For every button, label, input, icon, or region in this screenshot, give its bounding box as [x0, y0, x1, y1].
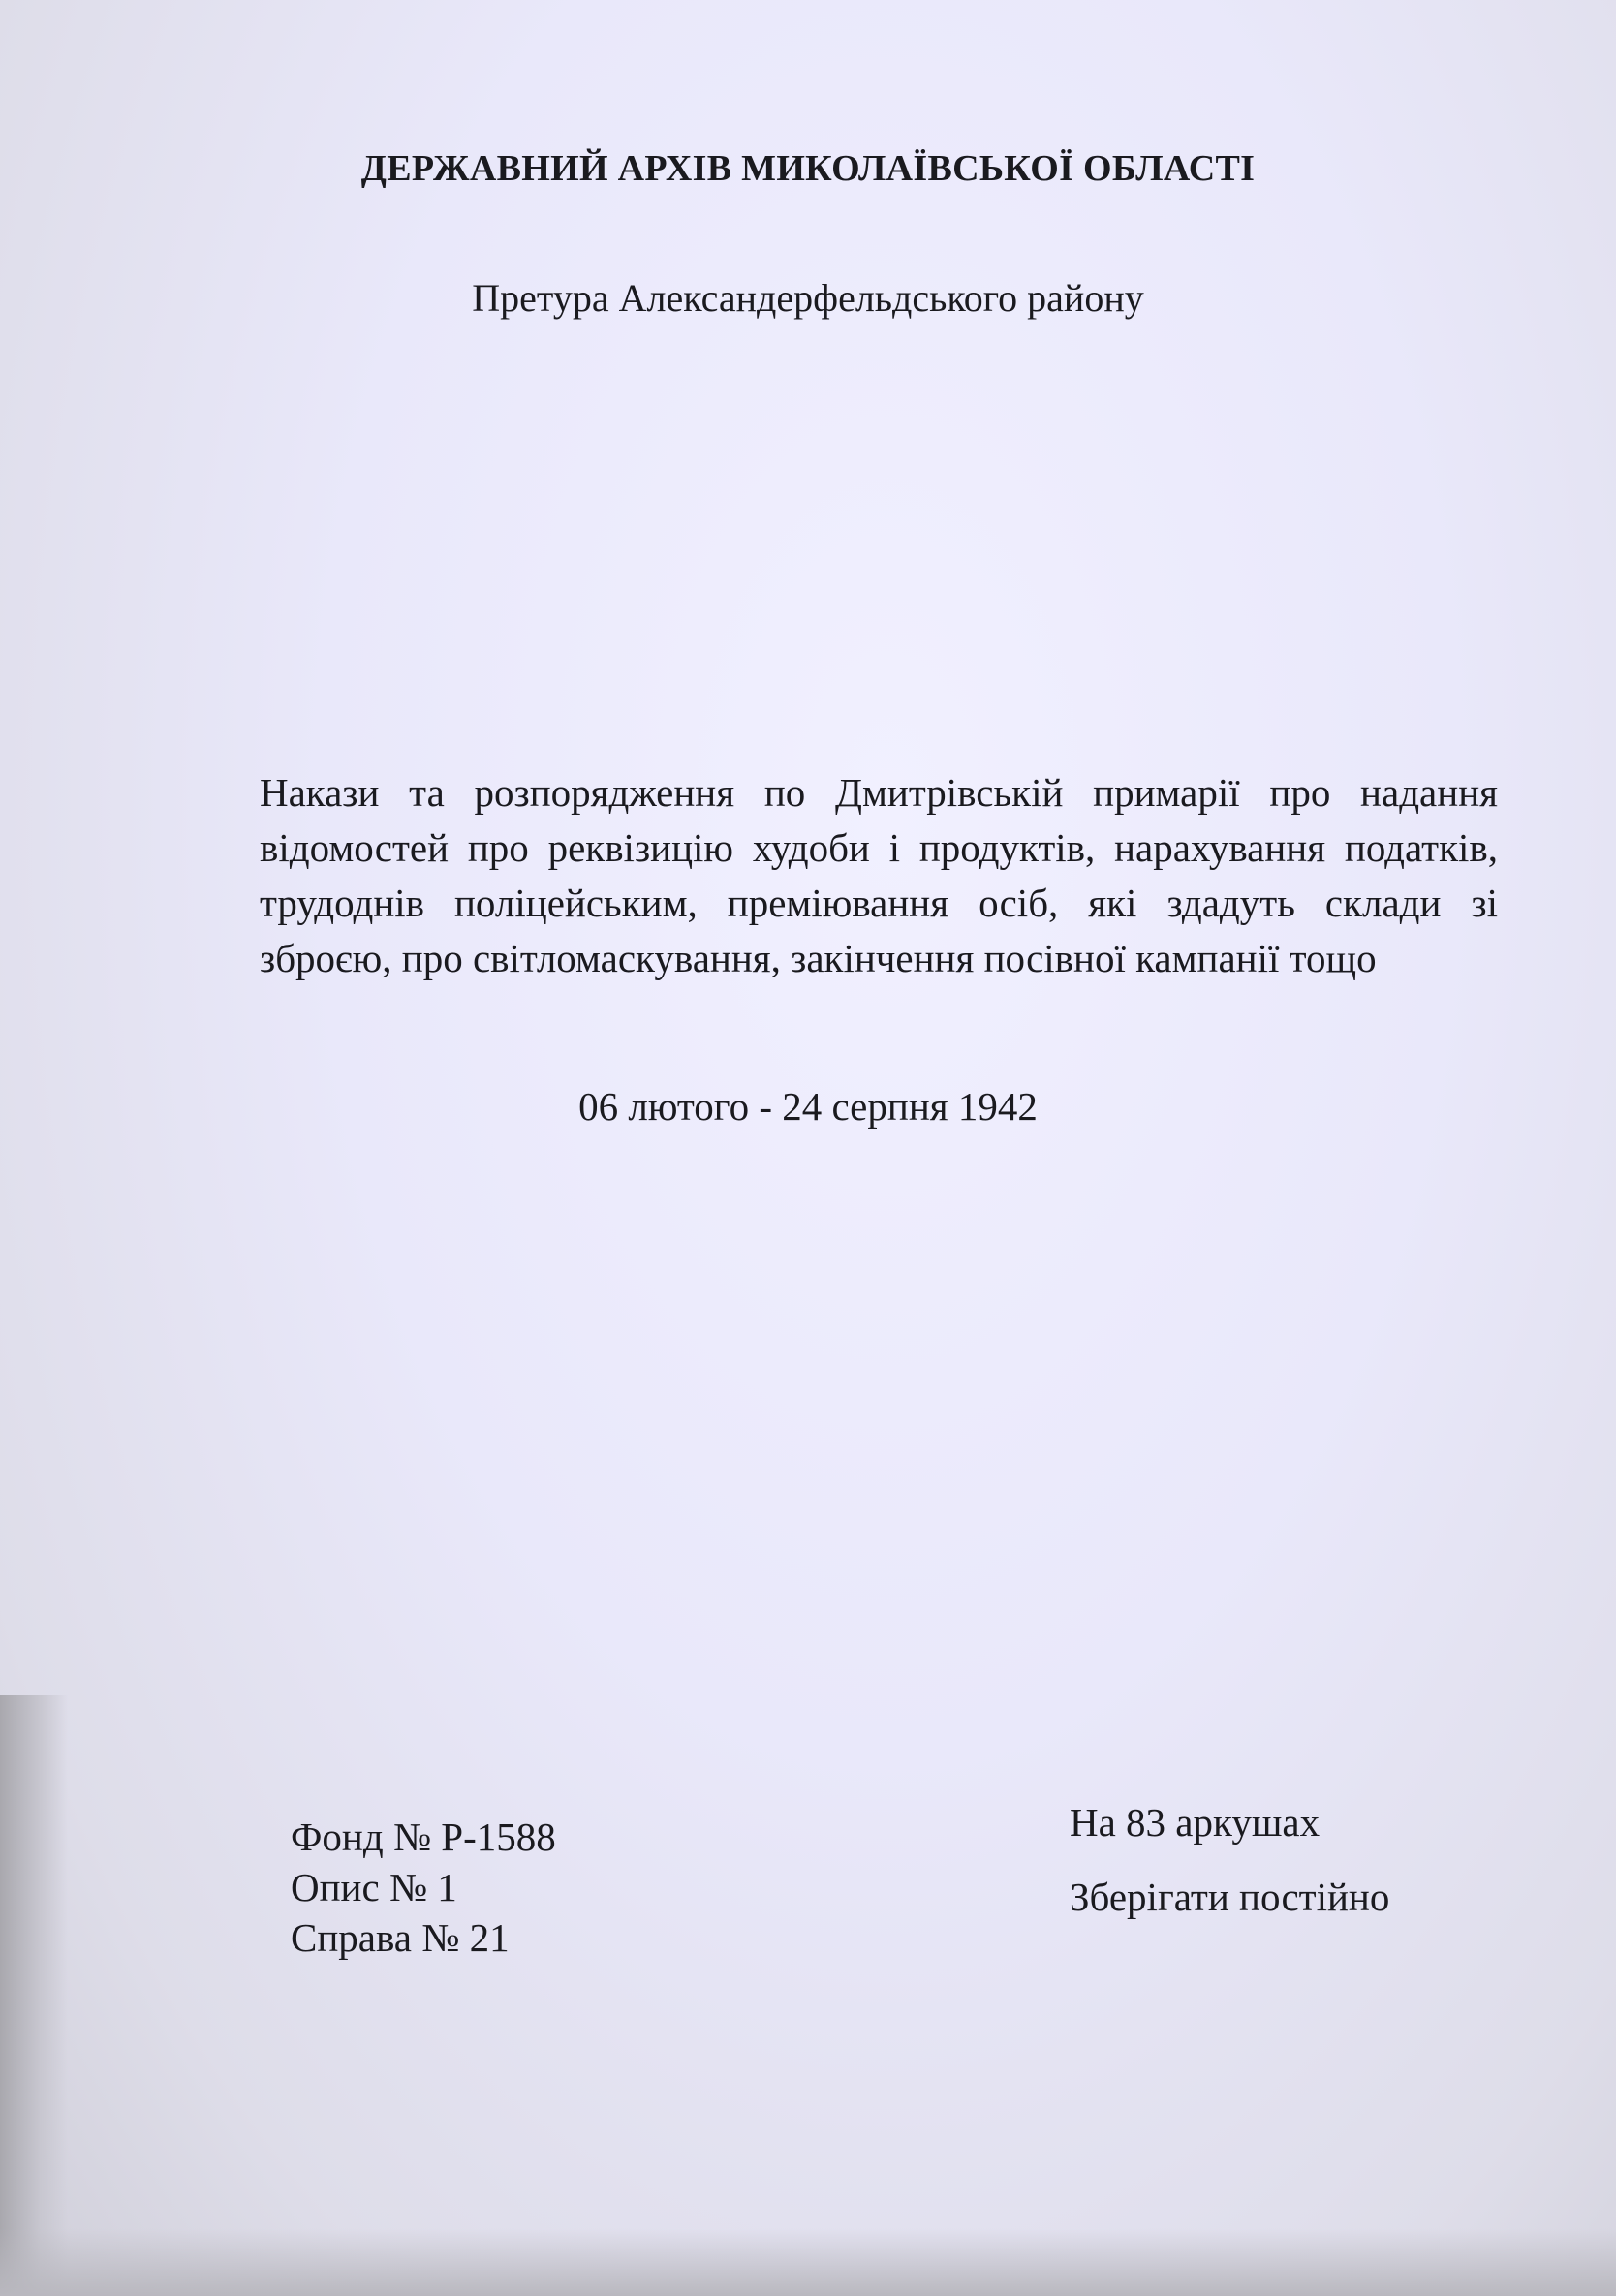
case-dates: 06 лютого - 24 серпня 1942 [578, 1084, 1038, 1129]
retention-note: Зберігати постійно [1070, 1875, 1390, 1919]
institution-name: Претура Александерфельдського району [472, 276, 1144, 320]
archival-codes [291, 1812, 556, 1963]
sheet-count: На 83 аркушах [1070, 1800, 1321, 1845]
storage-info [1070, 1797, 1389, 1922]
edge-shadow-left [0, 1695, 68, 2296]
edge-shadow-bottom [0, 2228, 1616, 2296]
opys-number: Опис № 1 [291, 1865, 457, 1909]
sprava-number: Справа № 21 [291, 1915, 510, 1960]
case-description: Накази та розпорядження по Дмитрівській примарії про надання відомостей про реквізицію худоби і продуктів, нарахування податків, трудоднів поліцейським, преміювання осіб, які здадуть склади зі зброєю, про світломаскування, закінчення посівної кампанії тощо [260, 770, 1498, 980]
archive-title: ДЕРЖАВНИЙ АРХІВ МИКОЛАЇВСЬКОЇ ОБЛАСТІ [360, 148, 1256, 189]
fond-number: Фонд № Р-1588 [291, 1815, 556, 1859]
